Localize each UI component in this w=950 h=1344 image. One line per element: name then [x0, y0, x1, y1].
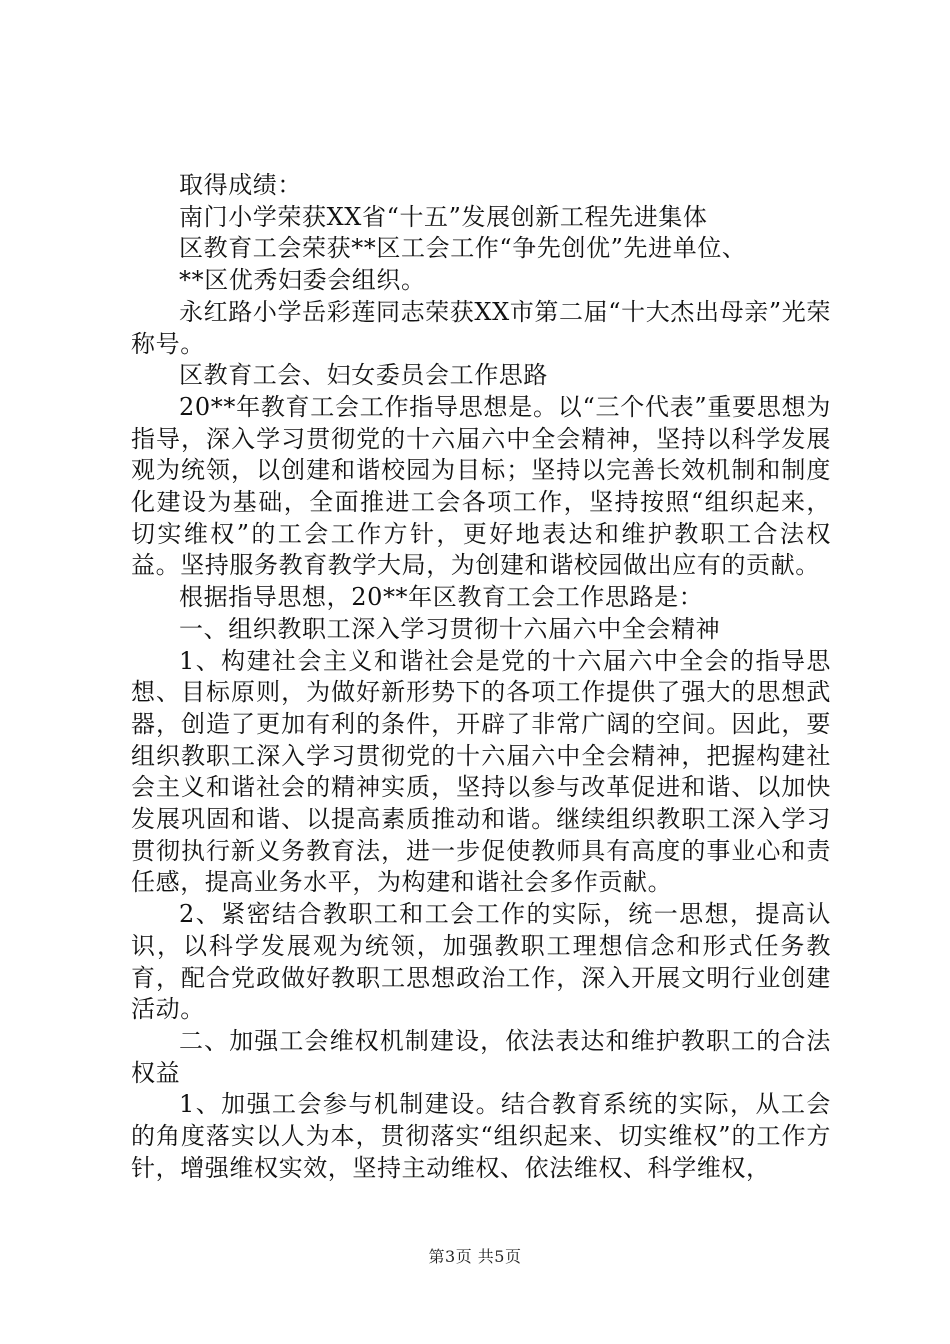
paragraph-section-two-heading: 二、加强工会维权机制建设，依法表达和维护教职工的合法权益 — [131, 1026, 831, 1087]
paragraph-item-one-one: 1、构建社会主义和谐社会是党的十六届六中全会的指导思想、目标原则，为做好新形势下的各项工作提供了强大的思想武器，创造了更加有利的条件，开辟了非常广阔的空间。因此，要组织教职工深入学习贯彻党的十六届六中全会精神，把握构建社会主义和谐社会的精神实质，坚持以参与改革促进和谐、以加快发展巩固和谐、以提高素质推动和谐。继续组织教职工深入学习贯彻执行新义务教育法，进一步促使教师具有高度的事业心和责任感，提高业务水平，为构建和谐社会多作贡献。 — [131, 646, 831, 897]
paragraph-work-ideas-heading: 区教育工会、妇女委员会工作思路 — [179, 361, 548, 390]
paragraph-award-women-committee: **区优秀妇委会组织。 — [179, 266, 426, 295]
paragraph-award-yue: 永红路小学岳彩莲同志荣获XX市第二届“十大杰出母亲”光荣称号。 — [131, 297, 831, 358]
paragraph-item-two-one: 1、加强工会参与机制建设。结合教育系统的实际，从工会的角度落实以人为本，贯彻落实“组织起来、切实维权”的工作方针，增强维权实效，坚持主动维权、依法维权、科学维权， — [131, 1090, 831, 1182]
paragraph-award-union: 区教育工会荣获**区工会工作“争先创优”先进单位、 — [179, 234, 747, 263]
page-footer — [0, 1244, 950, 1267]
paragraph-award-nanmen: 南门小学荣获XX省“十五”发展创新工程先进集体 — [179, 202, 708, 231]
paragraph-work-ideas-intro: 根据指导思想，20**年区教育工会工作思路是： — [179, 583, 704, 612]
paragraph-section-one-heading: 一、组织教职工深入学习贯彻十六届六中全会精神 — [179, 614, 721, 643]
paragraph-achievements-heading: 取得成绩： — [179, 171, 302, 199]
page-number-label: 第3页 共5页 — [428, 1247, 522, 1266]
paragraph-guiding-ideology: 20**年教育工会工作指导思想是。以“三个代表”重要思想为指导，深入学习贯彻党的十六届六中全会精神，坚持以科学发展观为统领，以创建和谐校园为目标；坚持以完善长效机制和制度化建设为基础，全面推进工会各项工作，坚持按照“组织起来，切实维权”的工会工作方针，更好地表达和维护教职工合法权益。坚持服务教育教学大局，为创建和谐校园做出应有的贡献。 — [131, 392, 831, 580]
document-body — [131, 170, 831, 1185]
paragraph-item-one-two: 2、紧密结合教职工和工会工作的实际，统一思想，提高认识，以科学发展观为统领，加强教职工理想信念和形式任务教育，配合党政做好教职工思想政治工作，深入开展文明行业创建活动。 — [131, 900, 831, 1024]
